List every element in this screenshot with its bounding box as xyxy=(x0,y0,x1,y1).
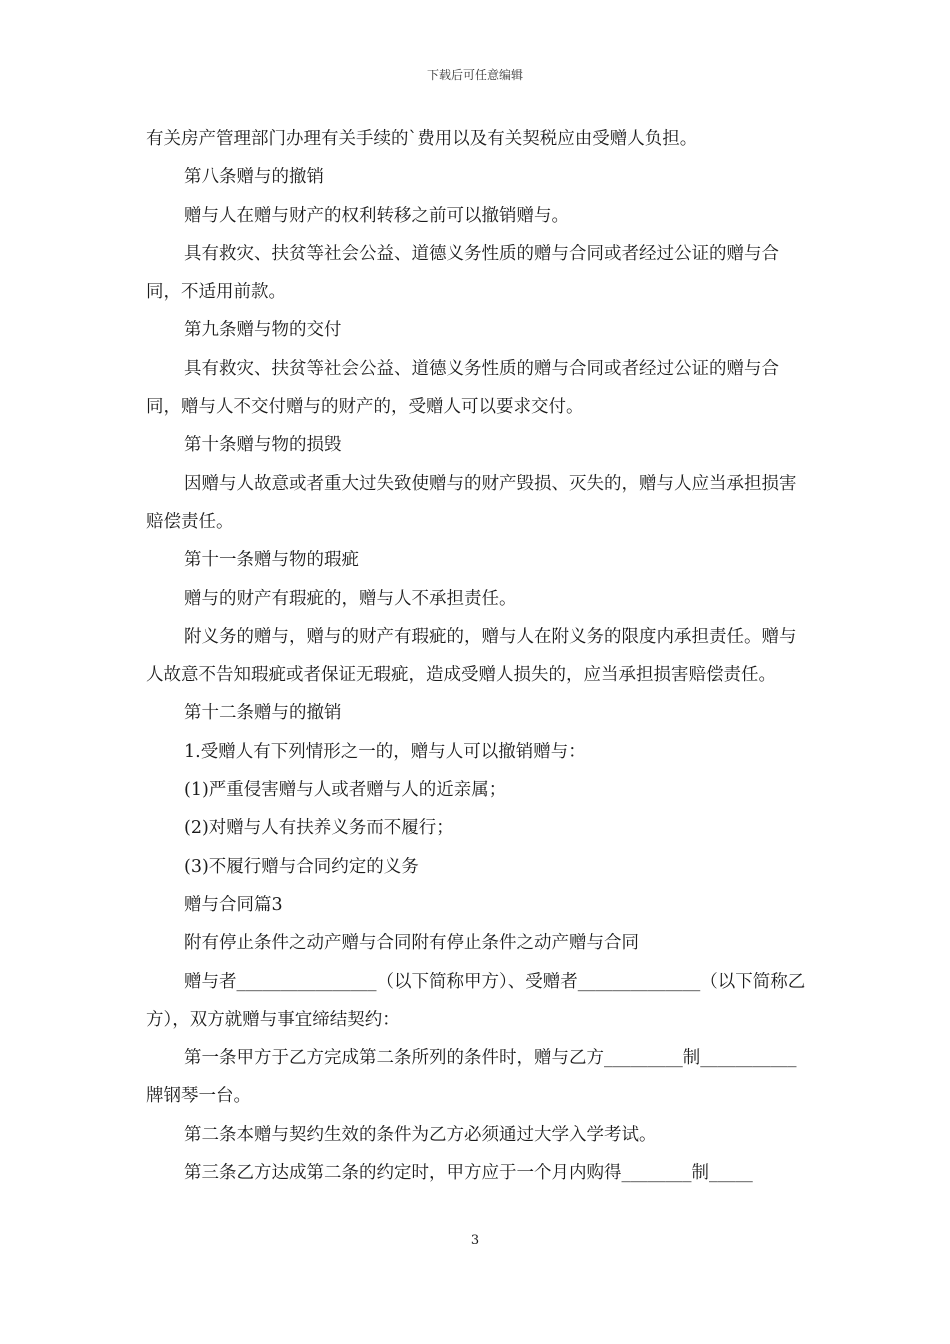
paragraph: 第八条赠与的撤销 xyxy=(184,167,324,188)
paragraph: (3)不履行赠与合同约定的义务 xyxy=(184,856,419,877)
paragraph: (2)对赠与人有扶养义务而不履行； xyxy=(184,818,454,839)
paragraph: 第二条本赠与契约生效的条件为乙方必须通过大学入学考试。 xyxy=(184,1124,657,1145)
paragraph: 赠与人在赠与财产的权利转移之前可以撤销赠与。 xyxy=(184,205,569,226)
paragraph: 第三条乙方达成第二条的约定时，甲方应于一个月内购得________制_____ xyxy=(184,1163,753,1184)
page-header: 下载后可任意编辑 xyxy=(426,68,523,82)
paragraph: 1.受赠人有下列情形之一的，赠与人可以撤销赠与： xyxy=(184,741,586,762)
page-number: 3 xyxy=(470,1233,480,1248)
paragraph: 赠与合同篇3 xyxy=(184,894,283,915)
paragraph: 第十条赠与物的损毁 xyxy=(184,435,342,456)
paragraph: 有关房产管理部门办理有关手续的`费用以及有关契税应由受赠人负担。 xyxy=(146,129,698,149)
paragraph: 具有救灾、扶贫等社会公益、道德义务性质的赠与合同或者经过公证的赠与合同，赠与人不交付赠与的财产的，受赠人可以要求交付。 xyxy=(146,358,779,418)
paragraph: 附义务的赠与，赠与的财产有瑕疵的，赠与人在附义务的限度内承担责任。赠与人故意不告知瑕疵或者保证无瑕疵，造成受赠人损失的，应当承担损害赔偿责任。 xyxy=(146,626,797,686)
paragraph: 赠与的财产有瑕疵的，赠与人不承担责任。 xyxy=(184,588,517,609)
paragraph: 第十一条赠与物的瑕疵 xyxy=(184,550,359,571)
paragraph: 因赠与人故意或者重大过失致使赠与的财产毁损、灭失的，赠与人应当承担损害赔偿责任。 xyxy=(146,473,797,532)
paragraph: 第十二条赠与的撤销 xyxy=(184,703,342,724)
document-body xyxy=(146,120,810,1192)
paragraph: 第九条赠与物的交付 xyxy=(184,320,342,341)
paragraph: 第一条甲方于乙方完成第二条所列的条件时，赠与乙方_________制___________牌钢琴一台。 xyxy=(146,1048,797,1107)
paragraph: (1)严重侵害赠与人或者赠与人的近亲属； xyxy=(184,780,507,801)
paragraph: 具有救灾、扶贫等社会公益、道德义务性质的赠与合同或者经过公证的赠与合同，不适用前款。 xyxy=(146,243,779,303)
paragraph: 赠与者________________（以下简称甲方）、受赠者______________（以下简称乙方），双方就赠与事宜缔结契约： xyxy=(146,971,806,1030)
paragraph: 附有停止条件之动产赠与合同附有停止条件之动产赠与合同 xyxy=(184,933,639,954)
